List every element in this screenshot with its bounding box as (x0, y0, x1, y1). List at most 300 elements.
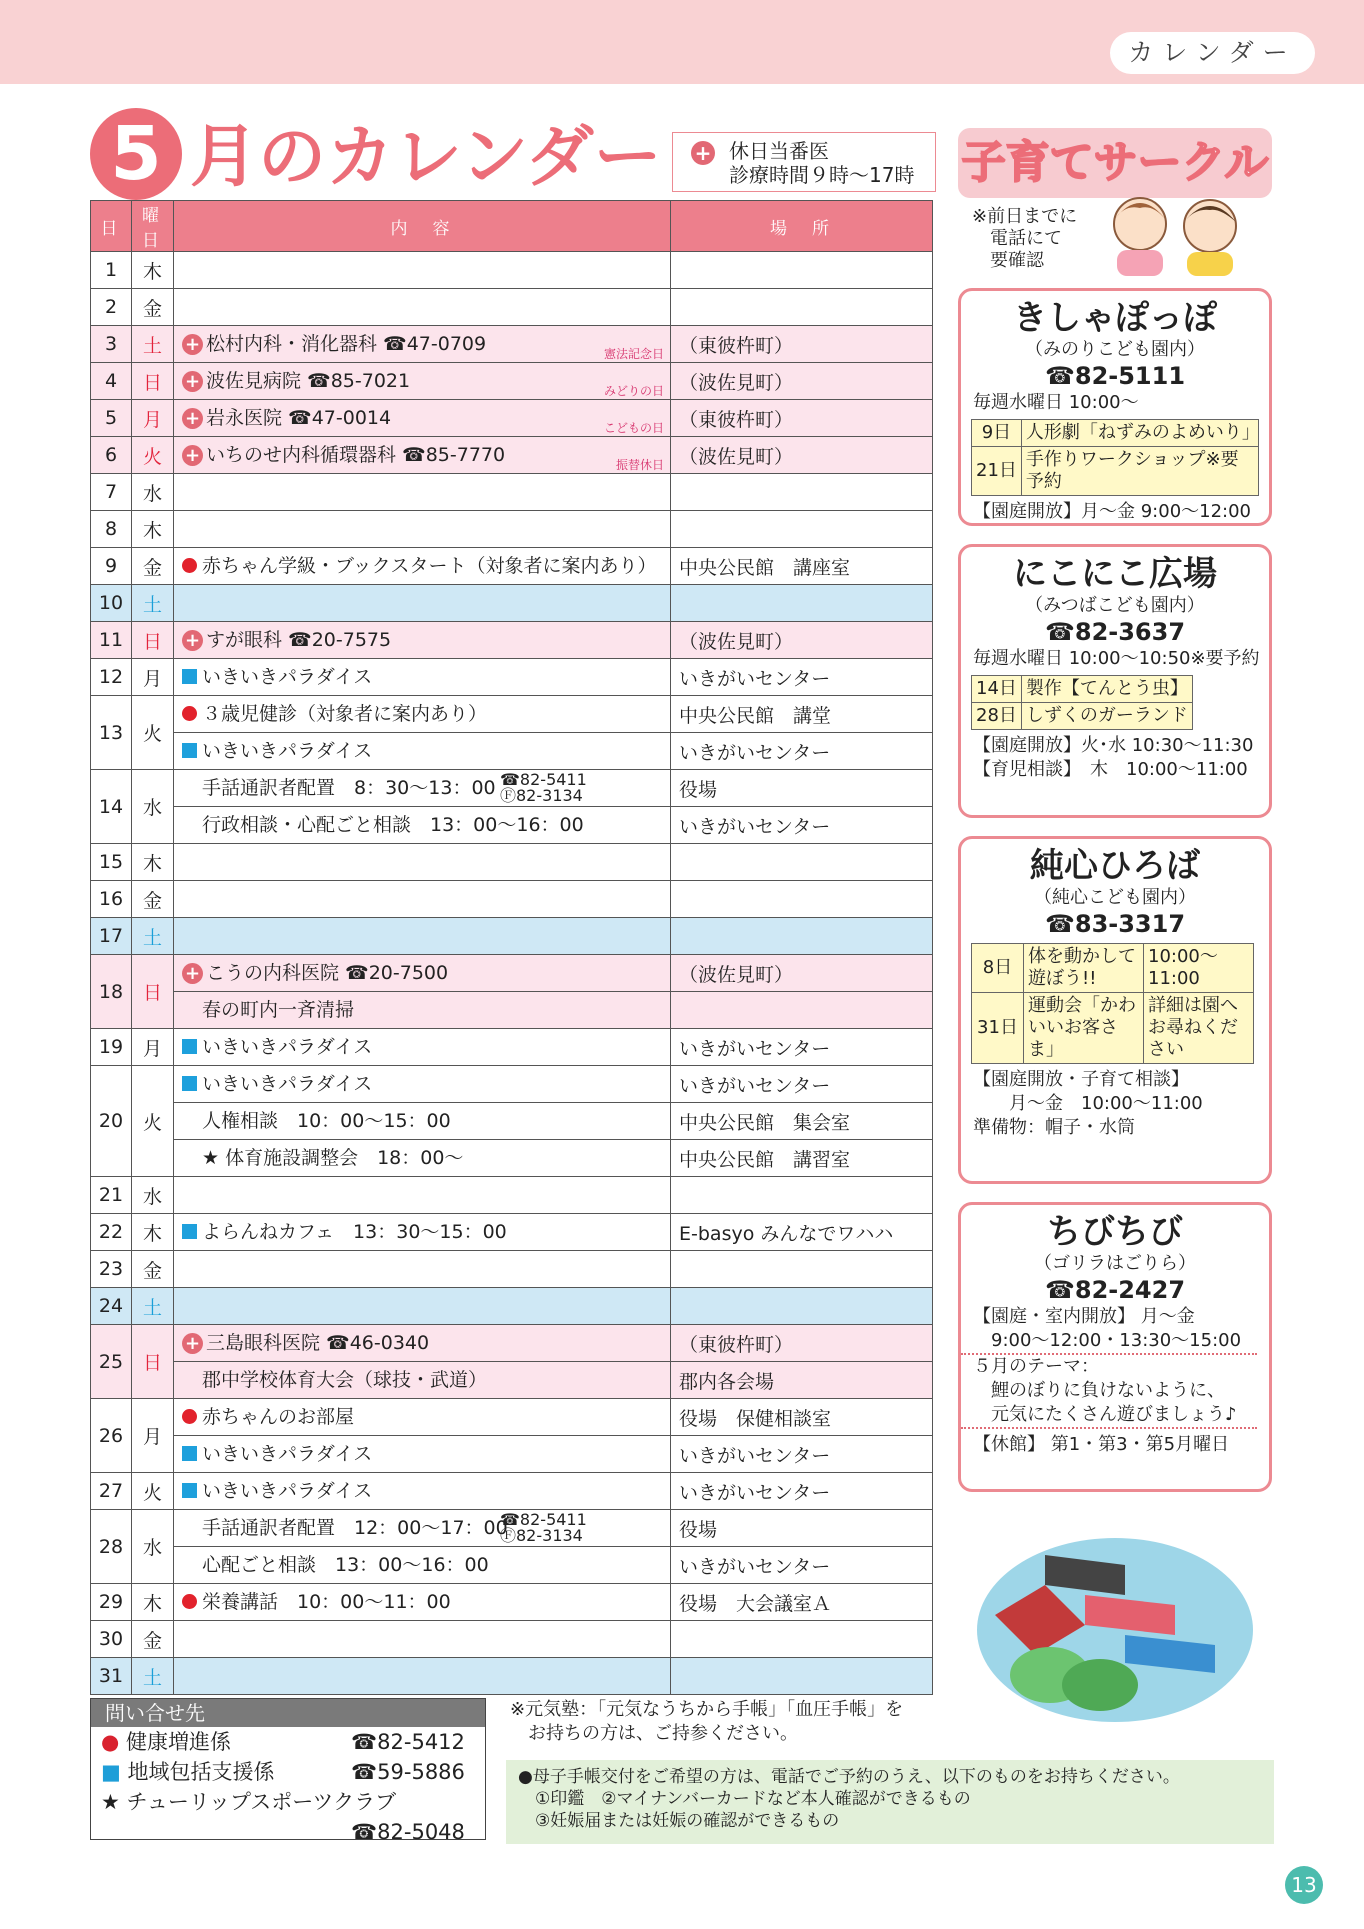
place-cell (671, 1288, 933, 1325)
place-cell: 郡内各会場 (671, 1362, 933, 1399)
table-row (91, 474, 933, 511)
day-cell: 18 (91, 955, 132, 1029)
place-cell: いきがいセンター (671, 733, 933, 770)
event-cell: しずくのガーランド (1021, 703, 1192, 730)
weekday-cell: 金 (132, 881, 174, 918)
day-cell: 27 (91, 1473, 132, 1510)
content-cell (174, 252, 671, 289)
table-row (91, 992, 933, 1029)
table-row (91, 1473, 933, 1510)
weekday-cell: 月 (132, 1029, 174, 1066)
place-cell: 役場 保健相談室 (671, 1399, 933, 1436)
day-cell: 23 (91, 1251, 132, 1288)
card-subtitle: （純心こども園内） (1034, 887, 1196, 908)
page-number: 13 (1285, 1866, 1323, 1904)
weekday-cell: 月 (132, 400, 174, 437)
table-row (91, 1362, 933, 1399)
event-cell: 31日 (972, 993, 1024, 1064)
event-row (972, 420, 1259, 447)
table-row (91, 1658, 933, 1695)
content-cell (174, 1140, 671, 1177)
contact-numbers (500, 1512, 587, 1544)
event-text: 赤ちゃんのお部屋 (202, 1406, 355, 1428)
weekday-cell: 日 (132, 622, 174, 659)
day-cell: 19 (91, 1029, 132, 1066)
event-text: いきいきパラダイス (202, 740, 373, 762)
place-cell: （東彼杵町） (671, 400, 933, 437)
header-weekday: 曜日 (132, 201, 174, 252)
table-row (91, 1214, 933, 1251)
content-cell (174, 1177, 671, 1214)
header-place: 場 所 (671, 201, 933, 252)
day-cell: 10 (91, 585, 132, 622)
event-row (972, 447, 1259, 496)
weekday-cell: 金 (132, 548, 174, 585)
contact-numbers (500, 772, 587, 804)
card-line: 準備物：帽子・水筒 (973, 1117, 1135, 1138)
table-row (91, 326, 933, 363)
table-row (91, 659, 933, 696)
medical-cross-icon: + (182, 371, 203, 392)
table-row (91, 807, 933, 844)
weekday-cell: 金 (132, 289, 174, 326)
month-number-circle: 5 (90, 108, 182, 200)
circle-card-chibichibi (958, 1202, 1272, 1492)
content-cell (174, 1029, 671, 1066)
inquiry-row (91, 1787, 485, 1817)
card-line: 【園庭・室内開放】 月〜金 (973, 1306, 1195, 1327)
event-cell: 28日 (972, 703, 1022, 730)
inquiry-tel: ☎82-5412 (351, 1730, 465, 1754)
table-row (91, 1251, 933, 1288)
weekday-cell: 木 (132, 1214, 174, 1251)
inquiry-title: 問い合せ先 (91, 1699, 485, 1727)
weekday-cell: 水 (132, 1177, 174, 1214)
place-cell: いきがいセンター (671, 1066, 933, 1103)
card-line: 【育児相談】 木 10:00〜11:00 (973, 759, 1248, 780)
card-name: ちびちび (1047, 1212, 1183, 1252)
table-row (91, 437, 933, 474)
medical-cross-icon: + (182, 963, 203, 984)
category-tab: カレンダー (1110, 32, 1315, 74)
place-cell: いきがいセンター (671, 807, 933, 844)
card-line: 9:00〜12:00・13:30〜15:00 (961, 1329, 1257, 1355)
place-cell: 役場 (671, 1510, 933, 1547)
content-cell (174, 289, 671, 326)
card-tel: ☎82-2427 (1044, 1276, 1186, 1304)
inquiry-box (90, 1698, 486, 1844)
content-cell (174, 1103, 671, 1140)
place-cell (671, 918, 933, 955)
medical-cross-icon: + (182, 1333, 203, 1354)
event-cell: 14日 (972, 676, 1022, 703)
inquiry-row (91, 1757, 485, 1787)
place-cell (671, 585, 933, 622)
event-text: すが眼科 ☎20-7575 (206, 629, 392, 651)
medical-cross-icon: + (182, 334, 203, 355)
weekday-cell: 土 (132, 1288, 174, 1325)
table-row (91, 1177, 933, 1214)
holiday-label: こどもの日 (603, 421, 664, 435)
table-row (91, 1288, 933, 1325)
day-cell: 5 (91, 400, 132, 437)
weekday-cell: 土 (132, 1658, 174, 1695)
content-cell (174, 1214, 671, 1251)
place-cell (671, 289, 933, 326)
event-text: 手話通訳者配置 8：30〜13：00 (202, 777, 496, 799)
content-cell (174, 474, 671, 511)
card-line: 毎週水曜日 10:00〜 (973, 392, 1139, 413)
event-table (971, 943, 1254, 1064)
event-text: 手話通訳者配置 12：00〜17：00 (202, 1517, 508, 1539)
event-text: ★ 体育施設調整会 18：00〜 (202, 1147, 464, 1169)
table-row (91, 1066, 933, 1103)
place-cell: （波佐見町） (671, 437, 933, 474)
content-cell (174, 1473, 671, 1510)
event-table (971, 419, 1259, 496)
circle-card-nikoniko (958, 544, 1272, 818)
medical-cross-icon: + (691, 141, 715, 165)
day-cell: 13 (91, 696, 132, 770)
inquiry-row (91, 1727, 485, 1757)
event-row (972, 993, 1254, 1064)
place-cell (671, 1251, 933, 1288)
content-cell (174, 955, 671, 992)
place-cell: （波佐見町） (671, 363, 933, 400)
place-cell (671, 252, 933, 289)
content-cell (174, 733, 671, 770)
table-row (91, 955, 933, 992)
place-cell: 中央公民館 集会室 (671, 1103, 933, 1140)
event-cell: 21日 (972, 447, 1022, 496)
event-cell: 体を動かして遊ぼう!! (1024, 944, 1144, 993)
inquiry-tel: ☎59-5886 (351, 1760, 465, 1784)
event-text: 栄養講話 10：00〜11：00 (202, 1591, 451, 1613)
weekday-cell: 木 (132, 252, 174, 289)
place-cell: いきがいセンター (671, 659, 933, 696)
weekday-cell: 日 (132, 1325, 174, 1399)
calendar-table (90, 200, 933, 1695)
table-row (91, 881, 933, 918)
day-cell: 20 (91, 1066, 132, 1177)
day-cell: 30 (91, 1621, 132, 1658)
day-cell: 8 (91, 511, 132, 548)
event-text: 心配ごと相談 13：00〜16：00 (202, 1554, 489, 1576)
event-row (972, 676, 1193, 703)
table-row (91, 844, 933, 881)
weekday-cell: 木 (132, 844, 174, 881)
content-cell (174, 881, 671, 918)
day-cell: 21 (91, 1177, 132, 1214)
red-dot-icon (182, 1409, 197, 1424)
card-name: 純心ひろば (1030, 846, 1200, 886)
content-cell (174, 1436, 671, 1473)
event-text: 春の町内一斉清掃 (202, 999, 355, 1021)
content-cell (174, 363, 671, 400)
table-row (91, 1140, 933, 1177)
weekday-cell: 火 (132, 1066, 174, 1177)
event-row (972, 944, 1254, 993)
table-row (91, 363, 933, 400)
weekday-cell: 土 (132, 326, 174, 363)
blue-square-icon (182, 743, 197, 758)
place-cell (671, 881, 933, 918)
place-cell: E-basyo みんなでワハハ (671, 1214, 933, 1251)
content-cell (174, 622, 671, 659)
event-text: 赤ちゃん学級・ブックスタート（対象者に案内あり） (202, 555, 657, 577)
content-cell (174, 696, 671, 733)
weekday-cell: 木 (132, 1584, 174, 1621)
weekday-cell: 月 (132, 659, 174, 696)
weekday-cell: 日 (132, 955, 174, 1029)
holiday-doctor-legend (672, 132, 936, 192)
weekday-cell: 木 (132, 511, 174, 548)
medical-cross-icon: + (182, 408, 203, 429)
card-tel: ☎83-3317 (1044, 910, 1186, 938)
content-cell (174, 918, 671, 955)
day-cell: 2 (91, 289, 132, 326)
content-cell (174, 1584, 671, 1621)
blue-square-icon: ■ (101, 1760, 121, 1784)
content-cell (174, 585, 671, 622)
page-title: 月のカレンダー (190, 118, 662, 197)
content-cell (174, 992, 671, 1029)
event-text: 郡中学校体育大会（球技・武道） (202, 1369, 488, 1391)
weekday-cell: 水 (132, 770, 174, 844)
event-text: いきいきパラダイス (202, 1480, 373, 1502)
weekday-cell: 金 (132, 1621, 174, 1658)
content-cell (174, 1066, 671, 1103)
holiday-label: 振替休日 (615, 458, 664, 472)
content-cell (174, 1547, 671, 1584)
event-text: 三島眼科医院 ☎46-0340 (206, 1332, 430, 1354)
place-cell: 中央公民館 講堂 (671, 696, 933, 733)
red-dot-icon (182, 1594, 197, 1609)
event-text: いきいきパラダイス (202, 1073, 373, 1095)
table-row (91, 696, 933, 733)
table-row (91, 252, 933, 289)
place-cell (671, 511, 933, 548)
weekday-cell: 土 (132, 585, 174, 622)
holiday-label: みどりの日 (603, 384, 664, 398)
table-row (91, 1325, 933, 1362)
content-cell (174, 844, 671, 881)
event-cell: 10:00〜11:00 (1144, 944, 1254, 993)
red-dot-icon: ● (101, 1730, 120, 1754)
blue-square-icon (182, 1039, 197, 1054)
place-cell: いきがいセンター (671, 1547, 933, 1584)
card-name: にこにこ広場 (1013, 554, 1217, 594)
legend-line-2: 診療時間９時〜17時 (729, 163, 915, 187)
table-row (91, 1547, 933, 1584)
content-cell (174, 807, 671, 844)
weekday-cell: 水 (132, 474, 174, 511)
place-cell: いきがいセンター (671, 1029, 933, 1066)
content-cell (174, 659, 671, 696)
table-row (91, 289, 933, 326)
card-subtitle: （ゴリラはごりら） (1034, 1253, 1196, 1274)
place-cell (671, 1658, 933, 1695)
card-line: 月〜金 10:00〜11:00 (973, 1093, 1203, 1114)
place-cell: 役場 大会議室Ａ (671, 1584, 933, 1621)
table-row (91, 1399, 933, 1436)
weekday-cell: 金 (132, 1251, 174, 1288)
card-line: 【園庭開放】火･水 10:30〜11:30 (973, 735, 1254, 756)
event-cell: 9日 (972, 420, 1022, 447)
content-cell (174, 326, 671, 363)
event-text: いきいきパラダイス (202, 1036, 373, 1058)
day-cell: 28 (91, 1510, 132, 1584)
mother-handbook-note: ●母子手帳交付をご希望の方は、電話でご予約のうえ、以下のものをお持ちください。 ①印鑑 ②マイナンバーカードなど本人確認ができるもの ③妊娠届または妊娠の確認ができるもの (506, 1760, 1274, 1844)
phone-number: ☎82-5411 (500, 1510, 587, 1529)
weekday-cell: 土 (132, 918, 174, 955)
circle-title: 子育てサークル (958, 128, 1272, 198)
place-cell (671, 1621, 933, 1658)
table-row (91, 400, 933, 437)
event-text: 人権相談 10：00〜15：00 (202, 1110, 451, 1132)
card-line: 【園庭開放】月〜金 9:00〜12:00 (973, 501, 1252, 522)
inquiry-name: 健康増進係 (126, 1730, 232, 1754)
red-dot-icon (182, 706, 197, 721)
event-text: 岩永医院 ☎47-0014 (206, 407, 392, 429)
weekday-cell: 月 (132, 1399, 174, 1473)
event-text: いきいきパラダイス (202, 666, 373, 688)
card-tel: ☎82-5111 (1044, 362, 1186, 390)
event-cell: 運動会「かわいいお客さま」 (1024, 993, 1144, 1064)
place-cell: （波佐見町） (671, 622, 933, 659)
event-table (971, 675, 1193, 730)
table-row (91, 1436, 933, 1473)
place-cell: いきがいセンター (671, 1436, 933, 1473)
weekday-cell: 火 (132, 437, 174, 474)
day-cell: 22 (91, 1214, 132, 1251)
place-cell (671, 844, 933, 881)
content-cell (174, 1325, 671, 1362)
card-name: きしゃぽっぽ (1013, 298, 1217, 338)
place-cell: （東彼杵町） (671, 326, 933, 363)
card-line: 毎週水曜日 10:00〜10:50※要予約 (973, 648, 1260, 669)
content-cell (174, 548, 671, 585)
day-cell: 7 (91, 474, 132, 511)
content-cell (174, 1399, 671, 1436)
blue-square-icon (182, 1483, 197, 1498)
card-line: 鯉のぼりに負けないように、 (973, 1380, 1225, 1401)
table-row (91, 1029, 933, 1066)
weekday-cell: 水 (132, 1510, 174, 1584)
content-cell (174, 1510, 671, 1547)
day-cell: 16 (91, 881, 132, 918)
event-text: 波佐見病院 ☎85-7021 (206, 370, 411, 392)
day-cell: 24 (91, 1288, 132, 1325)
day-cell: 9 (91, 548, 132, 585)
inquiry-row (91, 1817, 485, 1847)
place-cell: いきがいセンター (671, 1473, 933, 1510)
event-text: いきいきパラダイス (202, 1443, 373, 1465)
day-cell: 26 (91, 1399, 132, 1473)
circle-note: ※前日までに 電話にて 要確認 (972, 206, 1078, 271)
event-text: ３歳児健診（対象者に案内あり） (202, 703, 488, 725)
day-cell: 17 (91, 918, 132, 955)
table-row (91, 622, 933, 659)
place-cell: 中央公民館 講座室 (671, 548, 933, 585)
card-tel: ☎82-3637 (1044, 618, 1186, 646)
event-cell: 手作りワークショップ※要予約 (1021, 447, 1258, 496)
blue-square-icon (182, 1076, 197, 1091)
table-row (91, 733, 933, 770)
card-line: 【園庭開放・子育て相談】 (973, 1069, 1189, 1090)
event-row (972, 703, 1193, 730)
content-cell (174, 1621, 671, 1658)
place-cell (671, 474, 933, 511)
inquiry-name: 地域包括支援係 (127, 1760, 275, 1784)
event-cell: 8日 (972, 944, 1024, 993)
table-row (91, 548, 933, 585)
phone-number: ☎82-5411 (500, 770, 587, 789)
day-cell: 6 (91, 437, 132, 474)
day-cell: 29 (91, 1584, 132, 1621)
event-text: いちのせ内科循環器科 ☎85-7770 (206, 444, 506, 466)
day-cell: 1 (91, 252, 132, 289)
table-row (91, 1103, 933, 1140)
place-cell: 役場 (671, 770, 933, 807)
event-cell: 人形劇「ねずみのよめいり」 (1021, 420, 1258, 447)
day-cell: 25 (91, 1325, 132, 1399)
event-text: こうの内科医院 ☎20-7500 (206, 962, 449, 984)
event-cell: 製作【てんとう虫】 (1021, 676, 1192, 703)
table-row (91, 770, 933, 807)
genki-note: ※元気塾：「元気なうちから手帳」「血圧手帳」を お持ちの方は、ご持参ください。 (510, 1699, 904, 1744)
place-cell: （波佐見町） (671, 955, 933, 992)
table-row (91, 918, 933, 955)
medical-cross-icon: + (182, 630, 203, 651)
table-row (91, 1510, 933, 1547)
red-dot-icon (182, 558, 197, 573)
blue-square-icon (182, 669, 197, 684)
card-subtitle: （みのりこども園内） (1025, 339, 1205, 360)
content-cell (174, 400, 671, 437)
top-banner (0, 0, 1364, 84)
event-cell: 詳細は園へお尋ねください (1144, 993, 1254, 1064)
header-content: 内 容 (174, 201, 671, 252)
day-cell: 12 (91, 659, 132, 696)
calendar-body (91, 252, 933, 1695)
blue-square-icon (182, 1224, 197, 1239)
blue-square-icon (182, 1446, 197, 1461)
place-cell (671, 1177, 933, 1214)
fax-number: Ⓕ82-3134 (500, 786, 583, 805)
weekday-cell: 火 (132, 696, 174, 770)
content-cell (174, 1251, 671, 1288)
day-cell: 4 (91, 363, 132, 400)
card-line: 元気にたくさん遊びましょう♪ (973, 1404, 1237, 1425)
place-cell: 中央公民館 講習室 (671, 1140, 933, 1177)
event-text: よらんねカフェ 13：30〜15：00 (202, 1221, 507, 1243)
day-cell: 11 (91, 622, 132, 659)
content-cell (174, 511, 671, 548)
content-cell (174, 1288, 671, 1325)
holiday-label: 憲法記念日 (603, 347, 664, 361)
table-row (91, 585, 933, 622)
content-cell (174, 1658, 671, 1695)
card-line: 【休館】 第1・第3・第5月曜日 (961, 1427, 1257, 1457)
koinobori-illustration (975, 1525, 1255, 1725)
fax-number: Ⓕ82-3134 (500, 1526, 583, 1545)
place-cell (671, 992, 933, 1029)
legend-line-1: 休日当番医 (729, 139, 829, 163)
content-cell (174, 770, 671, 807)
inquiry-tel: ☎82-5048 (351, 1820, 465, 1844)
content-cell (174, 437, 671, 474)
